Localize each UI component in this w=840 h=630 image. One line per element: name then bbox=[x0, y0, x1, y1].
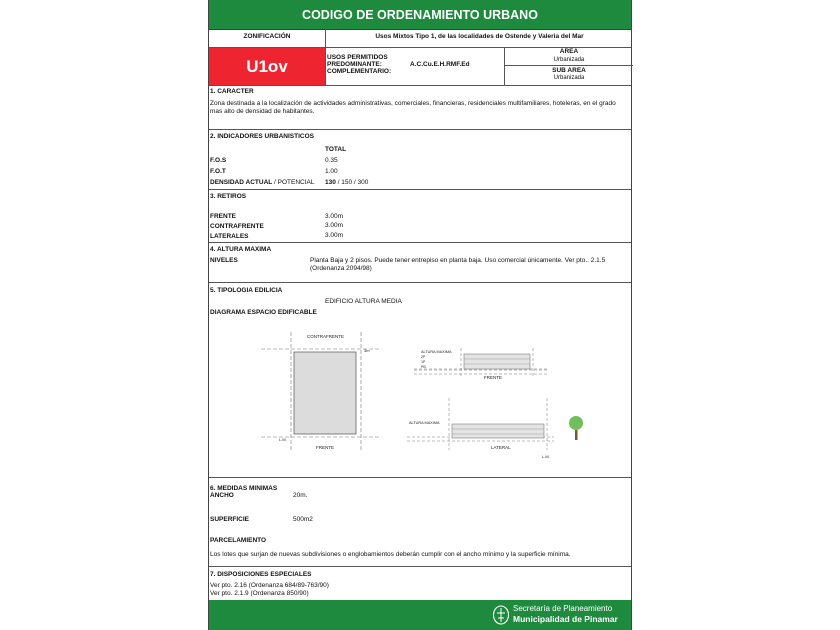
buildable-space-diagram bbox=[209, 320, 633, 470]
indicadores-heading: 2. INDICADORES URBANISTICOS bbox=[210, 133, 315, 140]
subarea-value: Urbanizada bbox=[553, 75, 585, 81]
divider bbox=[209, 189, 631, 190]
medidas-heading: 6. MEDIDAS MINIMAS bbox=[210, 485, 278, 492]
parcelamiento-text: Los lotes que surjan de nuevas subdivisiones o englobamientos deberán cumplir con el ancho mínimo y la superficie mínima. bbox=[210, 551, 571, 558]
lateral-label: LATERAL bbox=[491, 445, 511, 450]
zoning-sheet bbox=[208, 0, 632, 630]
frente-value: 3.00m bbox=[325, 213, 344, 220]
divider bbox=[505, 65, 633, 66]
retiro-label: 3m bbox=[364, 348, 370, 353]
fot-value: 1.00 bbox=[325, 168, 338, 175]
altura-maxima-label-2: ALTURA MAXIMA bbox=[409, 421, 440, 425]
lm-label: L.M. bbox=[279, 437, 287, 442]
plan-view bbox=[261, 332, 379, 450]
ancho-label: ANCHO bbox=[210, 492, 234, 499]
subarea-label: SUB AREA bbox=[552, 67, 586, 74]
zonificacion-label: ZONIFICACIÓN bbox=[243, 33, 291, 40]
frente-label: FRENTE bbox=[210, 213, 236, 220]
footer-secretaria: Secretaría de Planeamiento bbox=[513, 604, 613, 613]
tipologia-heading: 5. TIPOLOGIA EDILICIA bbox=[210, 287, 283, 294]
front-elevation bbox=[414, 348, 547, 380]
floor-pb-label: PB bbox=[421, 365, 426, 369]
laterales-value: 3.00m bbox=[325, 232, 344, 239]
predominante-label: PREDOMINANTE: bbox=[327, 61, 382, 68]
laterales-label: LATERALES bbox=[210, 233, 249, 240]
contrafrente-label: CONTRAFRENTE bbox=[210, 223, 264, 230]
total-label: TOTAL bbox=[325, 146, 347, 153]
disposicion-1: Ver pto. 2.16 (Ordenanza 684/89-763/90) bbox=[210, 582, 329, 589]
complementario-label: COMPLEMENTARIO: bbox=[327, 68, 392, 75]
frente-elevation-label: FRENTE bbox=[484, 375, 502, 380]
divider bbox=[209, 242, 631, 243]
densidad-sub: / POTENCIAL bbox=[272, 179, 315, 186]
ancho-value: 20m. bbox=[293, 492, 308, 499]
tree-icon bbox=[569, 416, 583, 430]
footer-municipalidad: Municipalidad de Pinamar bbox=[513, 614, 618, 624]
area-value: Urbanizada bbox=[553, 57, 585, 63]
divider bbox=[209, 566, 631, 567]
divider bbox=[209, 477, 631, 478]
lateral-elevation bbox=[407, 398, 583, 459]
building-footprint bbox=[294, 352, 356, 434]
fot-label: F.O.T bbox=[210, 168, 226, 175]
parcelamiento-label: PARCELAMIENTO bbox=[210, 537, 267, 544]
divider bbox=[209, 129, 631, 130]
retiros-heading: 3. RETIROS bbox=[210, 193, 247, 200]
usos-permitidos-label: USOS PERMITIDOS bbox=[327, 54, 388, 61]
frente-diagram-label: FRENTE bbox=[316, 445, 334, 450]
densidad-label: DENSIDAD ACTUAL bbox=[210, 179, 273, 186]
altura-heading: 4. ALTURA MAXIMA bbox=[210, 246, 272, 253]
area-label: AREA bbox=[559, 48, 579, 55]
divider bbox=[325, 29, 326, 85]
zone-code-badge: U1ov bbox=[209, 48, 325, 85]
divider bbox=[209, 282, 631, 283]
densidad-value bbox=[325, 179, 368, 186]
niveles-text: Planta Baja y 2 pisos. Puede tener entrepiso en planta baja. Uso comercial únicamente. Ver pto.. 2.1.5 (Ordenanza 2094/98) bbox=[310, 257, 606, 272]
divider bbox=[209, 85, 631, 86]
page-title: CODIGO DE ORDENAMIENTO URBANO bbox=[209, 0, 631, 30]
tree-trunk bbox=[575, 430, 578, 440]
densidad-row bbox=[210, 179, 315, 186]
densidad-actual: 130 bbox=[325, 179, 336, 186]
footer-bar bbox=[209, 600, 631, 630]
superficie-label: SUPERFICIE bbox=[210, 516, 250, 523]
fos-label: F.O.S bbox=[210, 157, 227, 164]
niveles-label: NIVELES bbox=[210, 257, 238, 264]
predominante-value: A.C.Cu.E.H.RMF.Ed bbox=[410, 61, 470, 68]
fos-value: 0.35 bbox=[325, 157, 338, 164]
superficie-value: 500m2 bbox=[293, 516, 313, 523]
floor-1p-label: 1P bbox=[421, 360, 426, 364]
disposicion-2: Ver pto. 2.1.9 (Ordenanza 850/90) bbox=[210, 590, 309, 597]
caracter-text: Zona destinada a la localización de actividades administrativas, comerciales, financieras, residenciales multifamiliares, hoteleras, en el grado mas alto de densidad de habitantes. bbox=[210, 100, 616, 115]
caracter-heading: 1. CARACTER bbox=[210, 88, 254, 95]
altura-maxima-label: ALTURA MAXIMA bbox=[421, 350, 452, 354]
lm-label-2: L.M. bbox=[542, 454, 550, 459]
floor-2p-label: 2P bbox=[421, 355, 426, 359]
diagrama-label: DIAGRAMA ESPACIO EDIFICABLE bbox=[210, 309, 317, 316]
tipologia-value: EDIFICIO ALTURA MEDIA bbox=[325, 298, 402, 305]
contrafrente-diagram-label: CONTRAFRENTE bbox=[307, 334, 344, 339]
disposiciones-heading: 7. DISPOSICIONES ESPECIALES bbox=[210, 571, 312, 578]
zonificacion-description: Usos Mixtos Tipo 1, de las localidades de Ostende y Valeria del Mar bbox=[375, 33, 584, 40]
contrafrente-value: 3.00m bbox=[325, 222, 344, 229]
municipal-seal-icon bbox=[492, 605, 510, 625]
densidad-rest: / 150 / 300 bbox=[335, 179, 369, 186]
